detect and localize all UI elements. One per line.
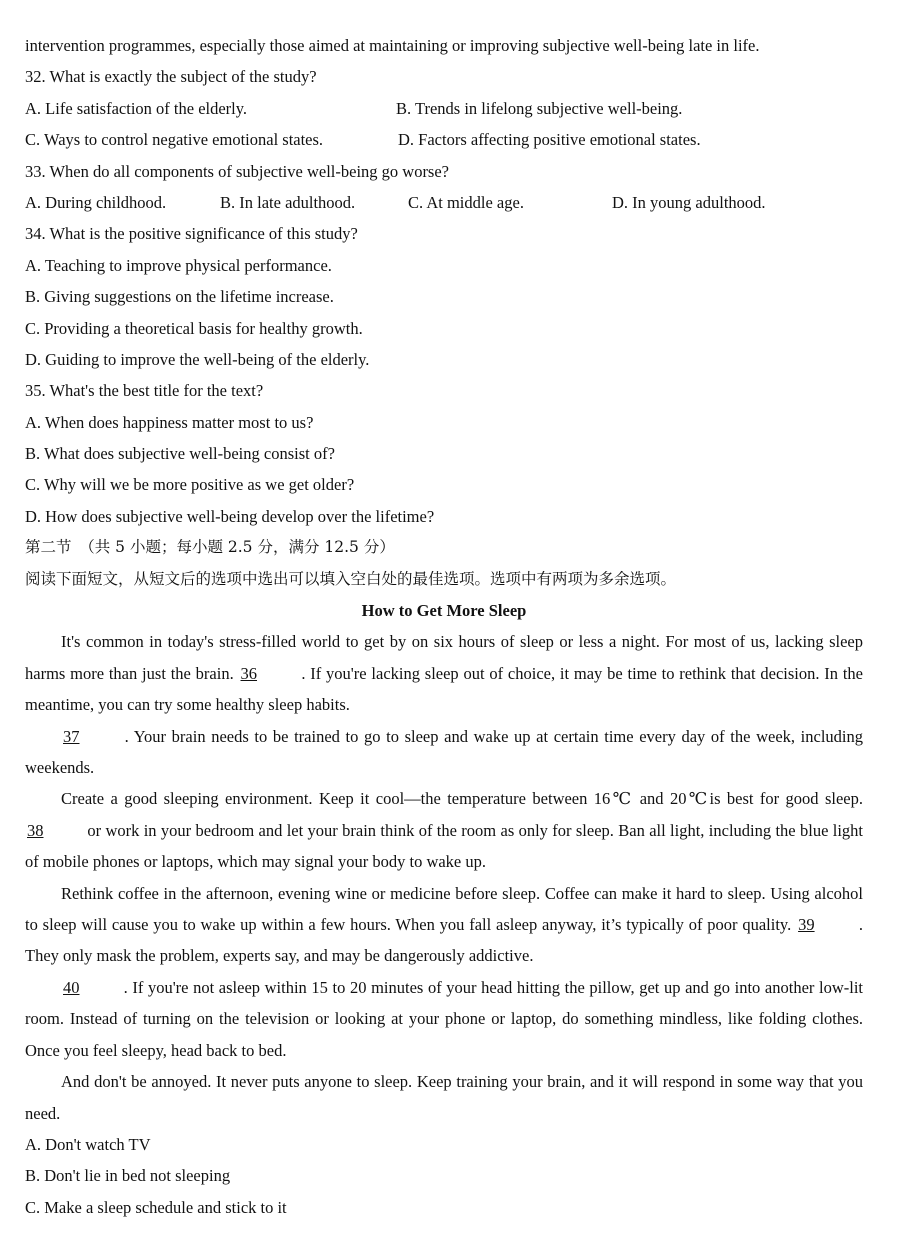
question-32-stem: 32. What is exactly the subject of the study? xyxy=(25,67,317,87)
question-32-option-d: D. Factors affecting positive emotional states. xyxy=(398,130,701,150)
section-header: 第二节 （共 5 小题；每小题 2.5 分，满分 12.5 分） xyxy=(25,538,395,557)
question-33-option-b: B. In late adulthood. xyxy=(220,192,356,212)
blank-39: 39 xyxy=(798,915,815,935)
section-instructions: 阅读下面短文，从短文后的选项中选出可以填入空白处的最佳选项。选项中有两项为多余选项。 xyxy=(25,569,677,588)
question-34-option-d: D. Guiding to improve the well-being of the elderly. xyxy=(25,349,370,369)
blank-40: 40 xyxy=(63,977,80,997)
question-32-option-b: B. Trends in lifelong subjective well-being. xyxy=(396,98,683,118)
document-page xyxy=(25,30,863,1223)
question-33-options-row xyxy=(25,187,863,218)
question-32-options-row-1 xyxy=(25,93,863,124)
blank-37: 37 xyxy=(63,726,80,746)
question-32-options-row-2 xyxy=(25,124,863,155)
question-33-option-a: A. During childhood. xyxy=(25,192,167,212)
question-32-option-c: C. Ways to control negative emotional states. xyxy=(25,130,324,150)
passage-paragraph-5: 40 . If you're not asleep within 15 to 20 minutes of your head hitting the pillow, get up and go into another low-lit room. Instead of turning on the television or looking at your phone or laptop, do something mindless, like folding clothes. Once you feel sleepy, head back to bed. xyxy=(25,972,863,1066)
question-34-option-c: C. Providing a theoretical basis for healthy growth. xyxy=(25,318,363,338)
passage-title: How to Get More Sleep xyxy=(361,601,527,621)
question-33-option-d: D. In young adulthood. xyxy=(612,192,766,212)
question-35-stem: 35. What's the best title for the text? xyxy=(25,381,264,401)
question-35-option-a: A. When does happiness matter most to us? xyxy=(25,412,314,432)
option-a: A. Don't watch TV xyxy=(25,1134,151,1154)
question-34-option-b: B. Giving suggestions on the lifetime increase. xyxy=(25,287,334,307)
question-32-option-a: A. Life satisfaction of the elderly. xyxy=(25,98,248,118)
passage-paragraph-3: Create a good sleeping environment. Keep it cool—the temperature between 16℃ and 20℃is best for good sleep. 38 or work in your bedroom and let your brain think of the room as only for sleep. Ban all light, including the blue light of mobile phones or laptops, which may signal your body to wake up. xyxy=(25,789,864,872)
passage-paragraph-2: 37 . Your brain needs to be trained to go to sleep and wake up at certain time every day of the week, including weekends. xyxy=(25,721,863,784)
option-c: C. Make a sleep schedule and stick to it xyxy=(25,1197,287,1217)
blank-38: 38 xyxy=(27,820,44,840)
passage-paragraph-1: It's common in today's stress-filled world to get by on six hours of sleep or less a night. For most of us, lacking sleep harms more than just the brain. 36 . If you're lacking sleep out of choice, it may be time to rethink that decision. In the meantime, you can try some healthy sleep habits. xyxy=(25,632,863,715)
question-35-option-c: C. Why will we be more positive as we get older? xyxy=(25,475,355,495)
passage-paragraph-4: Rethink coffee in the afternoon, evening wine or medicine before sleep. Coffee can make it hard to sleep. Using alcohol to sleep will cause you to wake up within a few hours. When you fall asleep anyway, it’s typically of poor quality. 39 . They only mask the problem, experts say, and may be dangerously addictive. xyxy=(25,883,864,966)
question-33-stem: 33. When do all components of subjective well-being go worse? xyxy=(25,161,450,181)
blank-36: 36 xyxy=(240,663,258,683)
question-33-option-c: C. At middle age. xyxy=(408,192,524,212)
passage-paragraph-6: And don't be annoyed. It never puts anyone to sleep. Keep training your brain, and it will respond in some way that you need. xyxy=(25,1072,863,1123)
intro-line: intervention programmes, especially those aimed at maintaining or improving subjective well-being late in life. xyxy=(25,36,760,55)
question-34-stem: 34. What is the positive significance of this study? xyxy=(25,224,358,244)
question-35-option-b: B. What does subjective well-being consist of? xyxy=(25,444,335,464)
question-34-option-a: A. Teaching to improve physical performance. xyxy=(25,255,332,275)
option-b: B. Don't lie in bed not sleeping xyxy=(25,1166,231,1186)
question-35-option-d: D. How does subjective well-being develop over the lifetime? xyxy=(25,506,435,526)
